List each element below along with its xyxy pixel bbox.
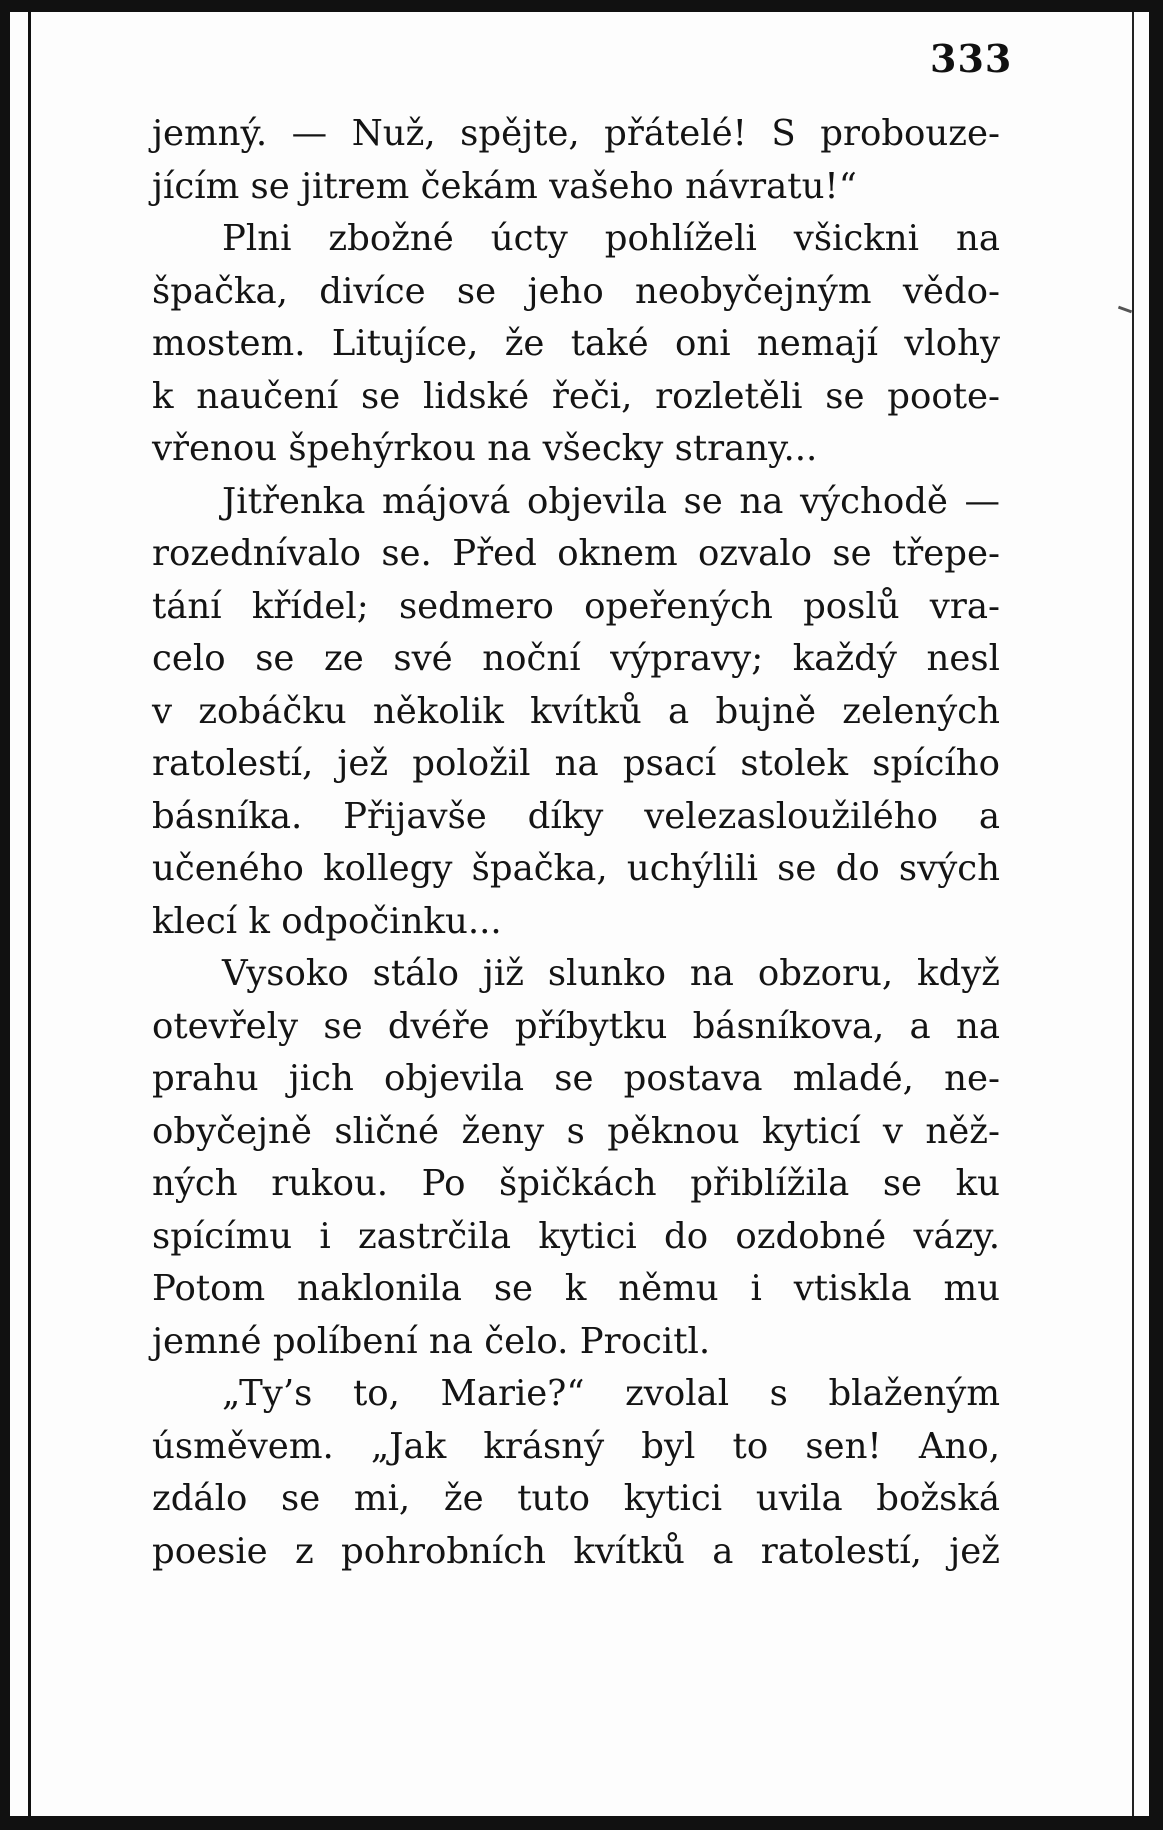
text-line: Potom naklonila se k němu i vtiskla mu	[152, 1268, 1000, 1309]
text-line: obyčejně sličné ženy s pěknou kyticí v něž-	[152, 1110, 1000, 1152]
body-text	[152, 108, 1000, 1578]
text-line: „Ty’s to, Marie?“ zvolal s blaženým	[222, 1373, 1000, 1414]
left-binding-edge	[28, 12, 31, 1816]
text-line: Vysoko stálo již slunko na obzoru, když	[222, 953, 1000, 994]
right-page-edge	[1132, 12, 1134, 1816]
text-line: úsměvem. „Jak krásný byl to sen! Ano,	[152, 1425, 1000, 1467]
text-line: Jitřenka májová objevila se na východě —	[222, 480, 1000, 522]
text-line: jemné políbení na čelo. Procitl.	[152, 1320, 711, 1362]
text-line: k naučení se lidské řeči, rozletěli se poote-	[152, 375, 1000, 417]
text-line: jícím se jitrem čekám vašeho návratu!“	[152, 165, 857, 207]
text-line: v zobáčku několik kvítků a bujně zelených	[152, 690, 1000, 732]
text-line: otevřely se dvéře příbytku básníkova, a na	[152, 1005, 1000, 1047]
text-line: celo se ze své noční výpravy; každý nesl	[152, 638, 1000, 679]
text-line: tání křídel; sedmero opeřených poslů vra-	[152, 585, 1000, 627]
text-line: prahu jich objevila se postava mladé, ne-	[152, 1058, 1000, 1099]
text-line: básníka. Přijavše díky velezasloužilého a	[152, 795, 1000, 837]
page-number: 333	[930, 36, 1013, 81]
text-line: klecí k odpočinku...	[152, 900, 502, 942]
text-line: učeného kollegy špačka, uchýlili se do svých	[152, 848, 1000, 889]
text-line: Plni zbožné úcty pohlíželi všickni na	[222, 218, 1000, 259]
text-line: zdálo se mi, že tuto kytici uvila božská	[152, 1478, 1000, 1519]
text-line: vřenou špehýrkou na všecky strany...	[152, 428, 818, 469]
text-line: spícímu i zastrčila kytici do ozdobné vázy.	[152, 1215, 1000, 1257]
text-line: poesie z pohrobních kvítků a ratolestí, jež	[152, 1530, 1000, 1572]
text-line: špačka, divíce se jeho neobyčejným vědo-	[152, 270, 1000, 312]
text-line: rozednívalo se. Před oknem ozvalo se třepe-	[152, 533, 1000, 574]
text-line: ných rukou. Po špičkách přiblížila se ku	[152, 1163, 1000, 1204]
text-line: mostem. Litujíce, že také oni nemají vlohy	[152, 323, 1000, 364]
text-line: jemný. — Nuž, spějte, přátelé! S probouze-	[152, 113, 1000, 154]
text-line: ratolestí, jež položil na psací stolek spícího	[152, 743, 1000, 784]
